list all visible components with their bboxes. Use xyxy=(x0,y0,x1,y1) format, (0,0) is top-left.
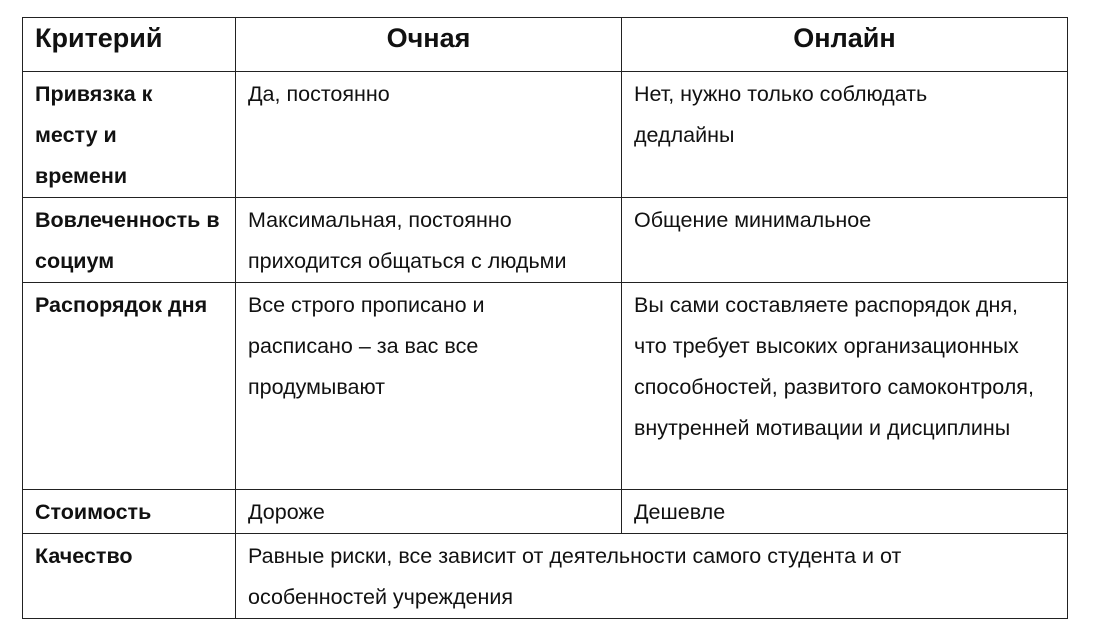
table-row xyxy=(23,490,1068,534)
online-cell: Общение минимальное xyxy=(622,198,1068,283)
header-criterion: Критерий xyxy=(23,18,236,72)
table-row xyxy=(23,283,1068,490)
criterion-cell: Вовлеченность в социум xyxy=(23,198,236,283)
criterion-cell: Стоимость xyxy=(23,490,236,534)
criterion-cell: Распорядок дня xyxy=(23,283,236,490)
table-row xyxy=(23,198,1068,283)
comparison-table xyxy=(22,17,1068,619)
offline-cell: Максимальная, постоянно приходится общаться с людьми xyxy=(236,198,622,283)
table-row xyxy=(23,72,1068,198)
offline-cell: Все строго прописано и расписано – за вас все продумывают xyxy=(236,283,622,490)
merged-cell: Равные риски, все зависит от деятельности самого студента и от особенностей учреждения xyxy=(236,534,1068,619)
online-cell: Нет, нужно только соблюдать дедлайны xyxy=(622,72,1068,198)
criterion-cell: Привязка к месту и времени xyxy=(23,72,236,198)
header-offline: Очная xyxy=(236,18,622,72)
criterion-cell: Качество xyxy=(23,534,236,619)
header-row xyxy=(23,18,1068,72)
offline-cell: Дороже xyxy=(236,490,622,534)
online-cell: Вы сами составляете распорядок дня, что требует высоких организационных способностей, развитого самоконтроля, внутренней мотивации и дисциплины xyxy=(622,283,1068,490)
header-online: Онлайн xyxy=(622,18,1068,72)
offline-cell: Да, постоянно xyxy=(236,72,622,198)
online-cell: Дешевле xyxy=(622,490,1068,534)
table-row xyxy=(23,534,1068,619)
